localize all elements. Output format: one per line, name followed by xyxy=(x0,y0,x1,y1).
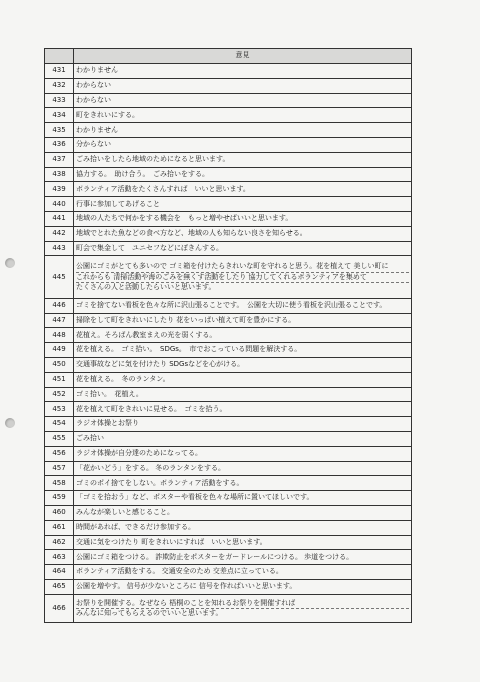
table-row xyxy=(45,594,412,623)
opinion-cell xyxy=(74,108,412,123)
table-row xyxy=(45,182,412,197)
opinion-cell xyxy=(74,241,412,256)
table-row xyxy=(45,535,412,550)
row-number: 465 xyxy=(45,579,74,594)
opinion-text: 公園にゴミがとても多いので ゴミ箱を付けたらきれいな町を守れると思う。花を植えて 美しい町に xyxy=(76,262,389,271)
opinion-cell xyxy=(74,402,412,417)
opinion-text: ラジオ体操とお祭り xyxy=(76,419,139,428)
table-row xyxy=(45,505,412,520)
opinion-cell xyxy=(74,372,412,387)
opinion-cell xyxy=(74,520,412,535)
table-row xyxy=(45,565,412,580)
row-number: 437 xyxy=(45,152,74,167)
row-number: 439 xyxy=(45,182,74,197)
opinion-cell xyxy=(74,313,412,328)
opinion-text: 町会で集金して ユニセフなどにぼきんする。 xyxy=(76,243,223,252)
opinion-text: 花植え。そろばん教室まえの光を弱くする。 xyxy=(76,330,217,339)
punch-hole-bottom xyxy=(5,418,15,428)
row-number: 434 xyxy=(45,108,74,123)
table-row xyxy=(45,402,412,417)
opinion-text: わかりません xyxy=(76,125,118,134)
opinion-text: ゴミ拾い。 花植え。 xyxy=(76,389,143,398)
opinion-text: 公園を増やす。 信号が少ないところに 信号を作ればいいと思います。 xyxy=(76,582,297,591)
row-number: 454 xyxy=(45,417,74,432)
row-number: 446 xyxy=(45,298,74,313)
opinions-table xyxy=(44,48,412,623)
table-row xyxy=(45,491,412,506)
table-row xyxy=(45,241,412,256)
opinion-text: 時間があれば、できるだけ参加する。 xyxy=(76,523,195,532)
table-row xyxy=(45,357,412,372)
opinion-cell xyxy=(74,328,412,343)
row-number: 466 xyxy=(45,594,74,623)
table-body xyxy=(45,64,412,623)
opinion-text: ゴミのポイ捨てをしない。ボランティア活動をする。 xyxy=(76,478,244,487)
opinion-cell xyxy=(74,565,412,580)
table-row xyxy=(45,328,412,343)
table-row xyxy=(45,431,412,446)
table-header-row xyxy=(45,49,412,64)
opinion-text: みんなが楽しいと感じること。 xyxy=(76,508,174,517)
opinion-cell xyxy=(74,197,412,212)
opinion-text: 花を植えて町をきれいに見せる。 ゴミを拾う。 xyxy=(76,404,227,413)
opinion-text: わかりません xyxy=(76,66,118,75)
table-row xyxy=(45,343,412,358)
opinion-text: 「ゴミを拾おう」など、ポスターや看板を色々な場所に置いてほしいです。 xyxy=(76,493,314,502)
opinion-cell xyxy=(74,594,412,623)
opinion-cell xyxy=(74,579,412,594)
table-row xyxy=(45,417,412,432)
table-row xyxy=(45,298,412,313)
table-row xyxy=(45,550,412,565)
opinion-text: ごみ拾いをしたら地域のためになると思います。 xyxy=(76,155,230,164)
table-row xyxy=(45,476,412,491)
opinion-cell xyxy=(74,343,412,358)
opinion-text: 分からない xyxy=(76,140,111,149)
opinion-text: ボランティア活動をする。 交通安全のため 交差点に立っている。 xyxy=(76,567,283,576)
opinion-column-header: 意見 xyxy=(74,49,412,64)
row-number: 453 xyxy=(45,402,74,417)
row-number: 447 xyxy=(45,313,74,328)
opinion-text: 花を植える。 ゴミ拾い。 SDGs。 市でおこっている問題を解決する。 xyxy=(76,345,302,354)
opinion-text: これからも 清掃活動や海のごみを無くす活動をしたり 協力してくれるボランティアを集めて xyxy=(76,272,409,282)
row-number: 451 xyxy=(45,372,74,387)
table-row xyxy=(45,226,412,241)
opinion-cell xyxy=(74,167,412,182)
opinion-cell xyxy=(74,137,412,152)
opinion-cell xyxy=(74,298,412,313)
opinion-cell xyxy=(74,505,412,520)
table-row xyxy=(45,152,412,167)
opinion-text: 「花かいどう」をする。 冬のランタンをする。 xyxy=(76,463,225,472)
opinion-cell xyxy=(74,446,412,461)
row-number: 445 xyxy=(45,256,74,298)
opinion-cell xyxy=(74,182,412,197)
punch-hole-top xyxy=(5,258,15,268)
table-row xyxy=(45,167,412,182)
opinion-cell xyxy=(74,93,412,108)
row-number: 433 xyxy=(45,93,74,108)
opinion-text: ゴミを捨てない看板を色々な所に沢山張ることです。 公園を大切に使う看板を沢山張ることです。 xyxy=(76,301,387,310)
table-row xyxy=(45,256,412,298)
table-row xyxy=(45,211,412,226)
row-number: 438 xyxy=(45,167,74,182)
opinion-cell xyxy=(74,357,412,372)
table-row xyxy=(45,123,412,138)
opinion-text: みんなに知ってもらえるのでいいと思います。 xyxy=(76,608,409,618)
table-row xyxy=(45,461,412,476)
row-number: 440 xyxy=(45,197,74,212)
opinion-text: 交通事故などに気を付けたり SDGsなどを心がける。 xyxy=(76,360,245,369)
table-row xyxy=(45,387,412,402)
row-number: 452 xyxy=(45,387,74,402)
opinion-text: 協力する。 助け合う。 ごみ拾いをする。 xyxy=(76,169,209,178)
row-number: 448 xyxy=(45,328,74,343)
table-row xyxy=(45,197,412,212)
row-number: 436 xyxy=(45,137,74,152)
opinion-cell xyxy=(74,78,412,93)
opinion-text: 行事に参加してあげること xyxy=(76,199,160,208)
opinion-text: お祭りを開催する。なぜなら 梧桐のことを知れるお祭りを開催すれば xyxy=(76,598,296,607)
row-number: 432 xyxy=(45,78,74,93)
number-column-header xyxy=(45,49,74,64)
table-row xyxy=(45,108,412,123)
row-number: 441 xyxy=(45,211,74,226)
opinion-text: ボランティア活動をたくさんすれば いいと思います。 xyxy=(76,184,250,193)
table-row xyxy=(45,137,412,152)
opinion-cell xyxy=(74,491,412,506)
row-number: 431 xyxy=(45,64,74,79)
row-number: 455 xyxy=(45,431,74,446)
row-number: 463 xyxy=(45,550,74,565)
row-number: 458 xyxy=(45,476,74,491)
opinion-cell xyxy=(74,417,412,432)
opinion-cell xyxy=(74,431,412,446)
opinion-text: 公園にゴミ箱をつける。 詐欺防止をポスターをガードレールにつける。 歩道をつける。 xyxy=(76,552,354,561)
opinion-cell xyxy=(74,550,412,565)
table-row xyxy=(45,313,412,328)
row-number: 459 xyxy=(45,491,74,506)
opinion-text: 掃除をして町をきれいにしたり 花をいっぱい植えて町を豊かにする。 xyxy=(76,315,296,324)
opinion-cell xyxy=(74,535,412,550)
opinion-cell xyxy=(74,461,412,476)
opinion-cell xyxy=(74,256,412,298)
opinion-text: 花を植える。 冬のランタン。 xyxy=(76,375,170,384)
opinion-text: 交通に気をつけたり 町をきれいにすれば いいと思います。 xyxy=(76,537,267,546)
row-number: 464 xyxy=(45,565,74,580)
table-row xyxy=(45,372,412,387)
opinion-text: ごみ拾い xyxy=(76,434,104,443)
table-row xyxy=(45,446,412,461)
row-number: 456 xyxy=(45,446,74,461)
opinion-text: 地域でとれた魚などの食べ方など、地域の人も知らない良さを知らせる。 xyxy=(76,229,307,238)
table-row xyxy=(45,579,412,594)
row-number: 461 xyxy=(45,520,74,535)
row-number: 450 xyxy=(45,357,74,372)
table-row xyxy=(45,78,412,93)
opinion-cell xyxy=(74,226,412,241)
opinion-text: わからない xyxy=(76,81,111,90)
opinion-cell xyxy=(74,387,412,402)
opinion-text: わからない xyxy=(76,95,111,104)
row-number: 457 xyxy=(45,461,74,476)
opinion-cell xyxy=(74,211,412,226)
opinion-text: 地域の人たちで何かをする機会を もっと増やせばいいと思います。 xyxy=(76,214,293,223)
row-number: 442 xyxy=(45,226,74,241)
opinion-cell xyxy=(74,123,412,138)
opinion-text: たくさんの人と活動したらいいと思います。 xyxy=(76,282,409,292)
opinion-text: 町をきれいにする。 xyxy=(76,110,139,119)
row-number: 462 xyxy=(45,535,74,550)
table-row xyxy=(45,64,412,79)
opinion-cell xyxy=(74,152,412,167)
opinion-cell xyxy=(74,64,412,79)
opinion-cell xyxy=(74,476,412,491)
row-number: 443 xyxy=(45,241,74,256)
table-row xyxy=(45,93,412,108)
opinion-text: ラジオ体操が自分達のためになってる。 xyxy=(76,449,202,458)
row-number: 460 xyxy=(45,505,74,520)
row-number: 435 xyxy=(45,123,74,138)
table-row xyxy=(45,520,412,535)
row-number: 449 xyxy=(45,343,74,358)
